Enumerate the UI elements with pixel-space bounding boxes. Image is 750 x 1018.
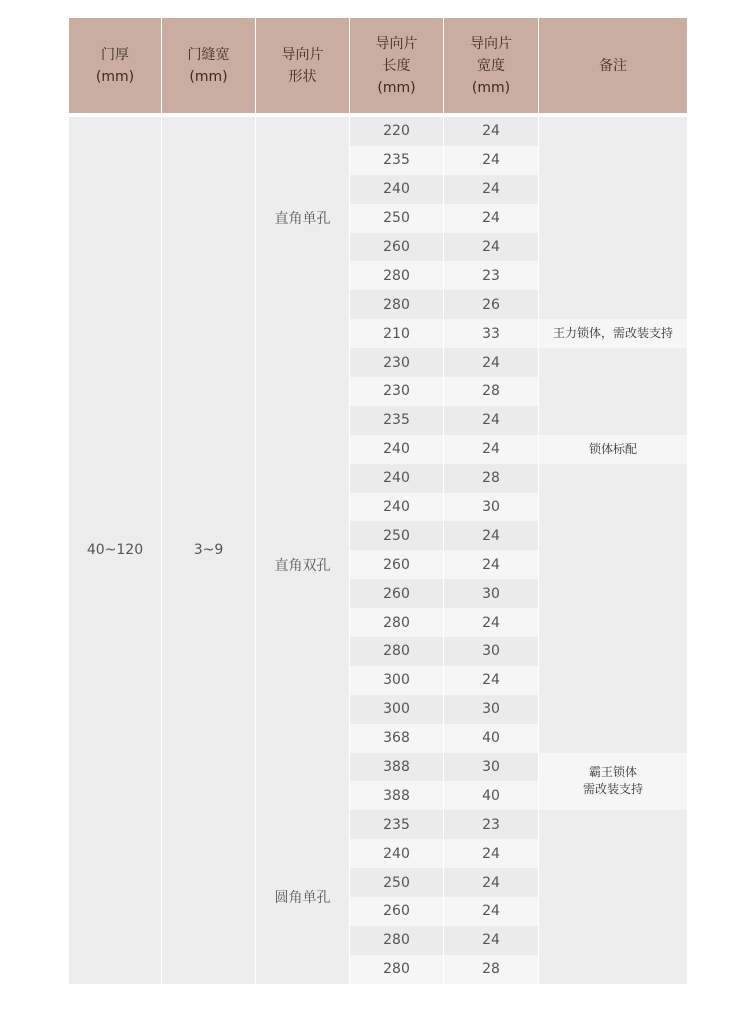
length-cell: 240 xyxy=(350,464,443,493)
width-cell: 28 xyxy=(444,464,538,493)
length-cell: 388 xyxy=(350,753,443,782)
length-cell: 280 xyxy=(350,608,443,637)
length-cell: 280 xyxy=(350,926,443,955)
width-cell: 40 xyxy=(444,781,538,810)
width-cell: 30 xyxy=(444,753,538,782)
length-cell: 235 xyxy=(350,146,443,175)
header-text-3 xyxy=(376,33,418,99)
width-cell: 23 xyxy=(444,261,538,290)
width-cell: 40 xyxy=(444,724,538,753)
header-cell-1 xyxy=(162,18,255,113)
header-cell-0 xyxy=(69,18,161,113)
length-cell: 280 xyxy=(350,637,443,666)
length-cell: 280 xyxy=(350,261,443,290)
width-cell: 28 xyxy=(444,955,538,984)
width-cell: 30 xyxy=(444,579,538,608)
note-cell xyxy=(539,319,687,348)
header-line: (mm) xyxy=(377,79,416,96)
header-line: (mm) xyxy=(471,79,511,96)
length-cell: 280 xyxy=(350,955,443,984)
shape-cell: 圆角单孔 xyxy=(256,810,349,983)
shape-cell: 直角单孔 xyxy=(256,117,349,319)
width-cell: 30 xyxy=(444,493,538,522)
length-cell: 230 xyxy=(350,377,443,406)
note-text xyxy=(583,764,643,798)
width-cell: 26 xyxy=(444,290,538,319)
length-cell: 240 xyxy=(350,175,443,204)
note-line: 王力锁体，需改装支持 xyxy=(552,326,673,341)
note-cell xyxy=(539,810,687,983)
header-line: 形状 xyxy=(288,68,317,85)
width-cell: 28 xyxy=(444,377,538,406)
header-text-5 xyxy=(599,55,627,77)
header-cell-4 xyxy=(444,18,538,113)
width-cell: 24 xyxy=(444,521,538,550)
length-cell: 240 xyxy=(350,839,443,868)
width-cell: 24 xyxy=(444,666,538,695)
length-cell: 300 xyxy=(350,695,443,724)
note-line: 霸王锁体 xyxy=(588,765,637,780)
header-line: 导向片 xyxy=(375,35,418,52)
note-cell xyxy=(539,435,687,464)
width-cell: 24 xyxy=(444,406,538,435)
length-cell: 235 xyxy=(350,406,443,435)
length-cell: 388 xyxy=(350,781,443,810)
note-text xyxy=(589,441,637,458)
header-line: 宽度 xyxy=(477,57,505,74)
header-line: (mm) xyxy=(189,68,228,85)
header-line: 导向片 xyxy=(470,35,512,52)
note-text xyxy=(553,325,673,342)
guide-plate-spec-table xyxy=(69,18,682,984)
note-line: 锁体标配 xyxy=(588,441,637,456)
width-cell: 30 xyxy=(444,637,538,666)
header-line: 门厚 xyxy=(100,46,129,63)
shape-cell: 直角双孔 xyxy=(256,319,349,810)
length-cell: 368 xyxy=(350,724,443,753)
length-cell: 250 xyxy=(350,521,443,550)
length-cell: 260 xyxy=(350,897,443,926)
door-thickness-cell: 40~120 xyxy=(69,117,161,984)
header-text-2 xyxy=(282,44,324,88)
width-cell: 24 xyxy=(444,146,538,175)
width-cell: 24 xyxy=(444,897,538,926)
length-cell: 230 xyxy=(350,348,443,377)
width-cell: 24 xyxy=(444,204,538,233)
length-cell: 240 xyxy=(350,435,443,464)
width-cell: 24 xyxy=(444,839,538,868)
note-line: 需改装支持 xyxy=(582,782,643,797)
width-cell: 24 xyxy=(444,868,538,897)
width-cell: 24 xyxy=(444,435,538,464)
header-line: 备注 xyxy=(599,57,627,74)
header-line: (mm) xyxy=(95,68,135,85)
note-cell xyxy=(539,464,687,753)
header-text-0 xyxy=(96,44,134,88)
length-cell: 250 xyxy=(350,868,443,897)
width-cell: 33 xyxy=(444,319,538,348)
header-cell-5 xyxy=(539,18,687,113)
length-cell: 220 xyxy=(350,117,443,146)
width-cell: 24 xyxy=(444,233,538,262)
note-cell xyxy=(539,348,687,435)
length-cell: 250 xyxy=(350,204,443,233)
header-line: 导向片 xyxy=(281,46,324,63)
note-cell xyxy=(539,753,687,811)
header-line: 门缝宽 xyxy=(187,46,230,63)
gap-width-cell: 3~9 xyxy=(162,117,255,984)
header-text-1 xyxy=(188,44,230,88)
width-cell: 23 xyxy=(444,810,538,839)
header-cell-2 xyxy=(256,18,349,113)
length-cell: 210 xyxy=(350,319,443,348)
header-line: 长度 xyxy=(382,57,411,74)
length-cell: 260 xyxy=(350,550,443,579)
header-text-4 xyxy=(470,33,512,99)
header-cell-3 xyxy=(350,18,443,113)
width-cell: 24 xyxy=(444,117,538,146)
width-cell: 24 xyxy=(444,348,538,377)
length-cell: 235 xyxy=(350,810,443,839)
length-cell: 260 xyxy=(350,579,443,608)
width-cell: 24 xyxy=(444,550,538,579)
width-cell: 24 xyxy=(444,175,538,204)
note-cell xyxy=(539,117,687,319)
width-cell: 30 xyxy=(444,695,538,724)
length-cell: 260 xyxy=(350,233,443,262)
length-cell: 280 xyxy=(350,290,443,319)
length-cell: 240 xyxy=(350,493,443,522)
width-cell: 24 xyxy=(444,608,538,637)
width-cell: 24 xyxy=(444,926,538,955)
length-cell: 300 xyxy=(350,666,443,695)
